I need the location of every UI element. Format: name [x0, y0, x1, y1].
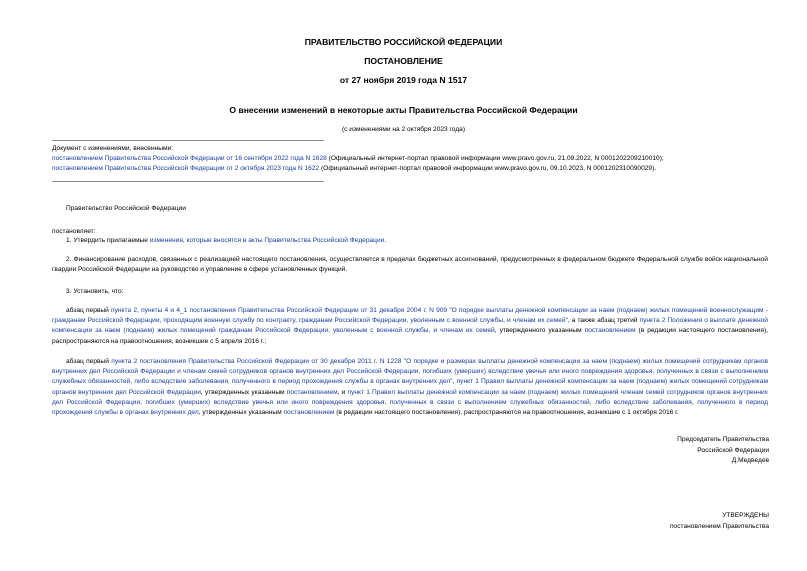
approved-label: УТВЕРЖДЕНЫ	[722, 512, 769, 519]
paragraph-3: 3. Установить, что:	[66, 288, 124, 295]
signature-country: Российской Федерации	[697, 446, 769, 454]
paragraph-4: абзац первый пункта 2, пункты 4 и 4_1 постановления Правительства Российской Федерации от 31 декабря 2004 г. N 909 "О порядке выплаты денежной компенсации за наем (поднаем) жилых помещений военнослужащим - гражданам Российской Федерации, проходящим военную службу по контракту, гражданам Российской Федерации, уволенным с военной службы, и членам их семей", а также абзац третий пункта 2 Положения о выплате денежной компенсации за наем (поднаем) жилых помещений гражданам Российской Федерации, уволенным с военной службы, и членам их семей, утвержденного указанным постановлением (в редакции настоящего постановления), распространяются на правоотношения, возникшие с 5 апреля 2016 г.;	[52, 307, 768, 345]
government-reference: Правительство Российской Федерации	[66, 205, 186, 212]
paragraph-2: 2. Финансирование расходов, связанных с реализацией настоящего постановления, осуществляется в пределах бюджетных ассигнований, предусмотренных в федеральном бюджете Федеральной службе войск национальной гвардии Российской Федерации на руководство и управление в сфере установленных функций.	[52, 256, 768, 274]
change-item	[52, 155, 664, 163]
paragraph-1: 1. Утвердить прилагаемые изменения, которые вносятся в акты Правительства Российской Федерации.	[66, 237, 387, 244]
document-title: О внесении изменений в некоторые акты Правительства Российской Федерации	[229, 105, 578, 115]
changes-intro: Документ с изменениями, внесенными:	[52, 145, 174, 152]
resolution-1228-link[interactable]: пункта 2 постановления Правительства Российской Федерации от 30 декабря 2011 г. N 1228 "О порядке и размерах выплаты денежной компенсации за наем (поднаем) жилых помещений сотрудникам органов внутренних дел Российской Федерации и членам семей сотрудников органов внутренних дел Российской Федерации, погибших (умерших) вследствие увечья или иного повреждения здоровья, полученных в связи с выполнением служебных обязанностей, либо вследствие заболевания, полученного в период прохождения службы в органах внутренних дел"	[52, 358, 768, 386]
changes-bottom-divider	[52, 181, 324, 182]
paragraph-5: абзац первый пункта 2 постановления Правительства Российской Федерации от 30 декабря 2011 г. N 1228 "О порядке и размерах выплаты денежной компенсации за наем (поднаем) жилых помещений сотрудникам органов внутренних дел Российской Федерации и членам семей сотрудников органов внутренних дел Российской Федерации, погибших (умерших) вследствие увечья или иного повреждения здоровья, полученных в связи с выполнением служебных обязанностей, либо вследствие заболевания, полученного в период прохождения службы в органах внутренних дел", пункт 1 Правил выплаты денежной компенсации за наем (поднаем) жилых помещений сотрудникам органов внутренних дел Российской Федерации, утвержденных указанным постановлением, и пункт 1 Правил выплаты денежной компенсации за наем (поднаем) жилых помещений членам семей сотрудников органов внутренних дел Российской Федерации, погибших (умерших) вследствие увечья или иного повреждения здоровья, полученных в связи с выполнением служебных обязанностей, либо вследствие заболевания, полученного в период прохождения службы в органах внутренних дел, утвержденных указанным постановлением (в редакции настоящего постановления), распространяются на правоотношения, возникшие с 1 октября 2016 г.	[52, 358, 768, 417]
change-link[interactable]: постановлением Правительства Российской Федерации от 2 октября 2023 года N 1622	[52, 165, 320, 172]
approved-changes-link[interactable]: изменения, которые вносятся в акты Правительства Российской Федерации	[149, 237, 385, 244]
change-source: (Официальный интернет-портал правовой информации www.pravo.gov.ru, 09.10.2023, N 0001202310090029).	[319, 165, 657, 172]
rules-link[interactable]: пункт 1 Правил выплаты денежной компенсации за наем (поднаем) жилых помещений сотрудникам органов внутренних дел Российской Федерации	[52, 378, 768, 396]
signature-block	[677, 435, 769, 467]
document-date-number: от 27 ноября 2019 года N 1517	[339, 75, 468, 85]
approved-by: постановлением Правительства	[669, 522, 769, 530]
change-item	[52, 165, 656, 173]
rules-family-link[interactable]: пункт 1 Правил выплаты денежной компенсации за наем (поднаем) жилых помещений членам семей сотрудников органов внутренних дел Российской Федерации, погибших (умерших) вследствие увечья или иного повреждения здоровья, полученных в связи с выполнением служебных обязанностей, либо вследствие заболевания, полученного в период прохождения службы в органах внутренних дел	[52, 388, 768, 417]
signature-name: Д.Медведев	[731, 457, 769, 464]
change-link[interactable]: постановлением Правительства Российской Федерации от 16 сентября 2022 года N 1628	[52, 155, 327, 162]
resolution-link[interactable]: постановлением	[286, 388, 338, 396]
document-type: ПОСТАНОВЛЕНИЕ	[364, 56, 443, 66]
resolves-label: постановляет:	[52, 228, 96, 235]
resolution-909-link[interactable]: пункта 2, пункты 4 и 4_1 постановления Правительства Российской Федерации от 31 декабря 2004 г. N 909 "О порядке выплаты денежной компенсации за наем (поднаем) жилых помещений военнослужащим - гражданам Российской Федерации, проходящим военную службу по контракту, гражданам Российской Федерации, уволенным с военной службы, и членам их семей"	[52, 307, 768, 325]
changes-top-divider	[52, 140, 324, 141]
revision-note: (с изменениями на 2 октября 2023 года)	[341, 126, 466, 133]
resolution-link[interactable]: постановлением	[584, 327, 636, 335]
regulation-link[interactable]: пункта 2 Положения о выплате денежной компенсации за наем (поднаем) жилых помещений гражданам Российской Федерации, уволенным с военной службы, и членам их семей	[52, 317, 768, 335]
government-heading: ПРАВИТЕЛЬСТВО РОССИЙСКОЙ ФЕДЕРАЦИИ	[304, 37, 503, 47]
change-source: (Официальный интернет-портал правовой информации www.pravo.gov.ru, 21.09.2022, N 0001202209210010);	[326, 155, 664, 162]
signature-position: Председатель Правительства	[677, 436, 769, 443]
resolution-link[interactable]: постановлением	[283, 409, 335, 417]
approved-block	[670, 511, 769, 532]
